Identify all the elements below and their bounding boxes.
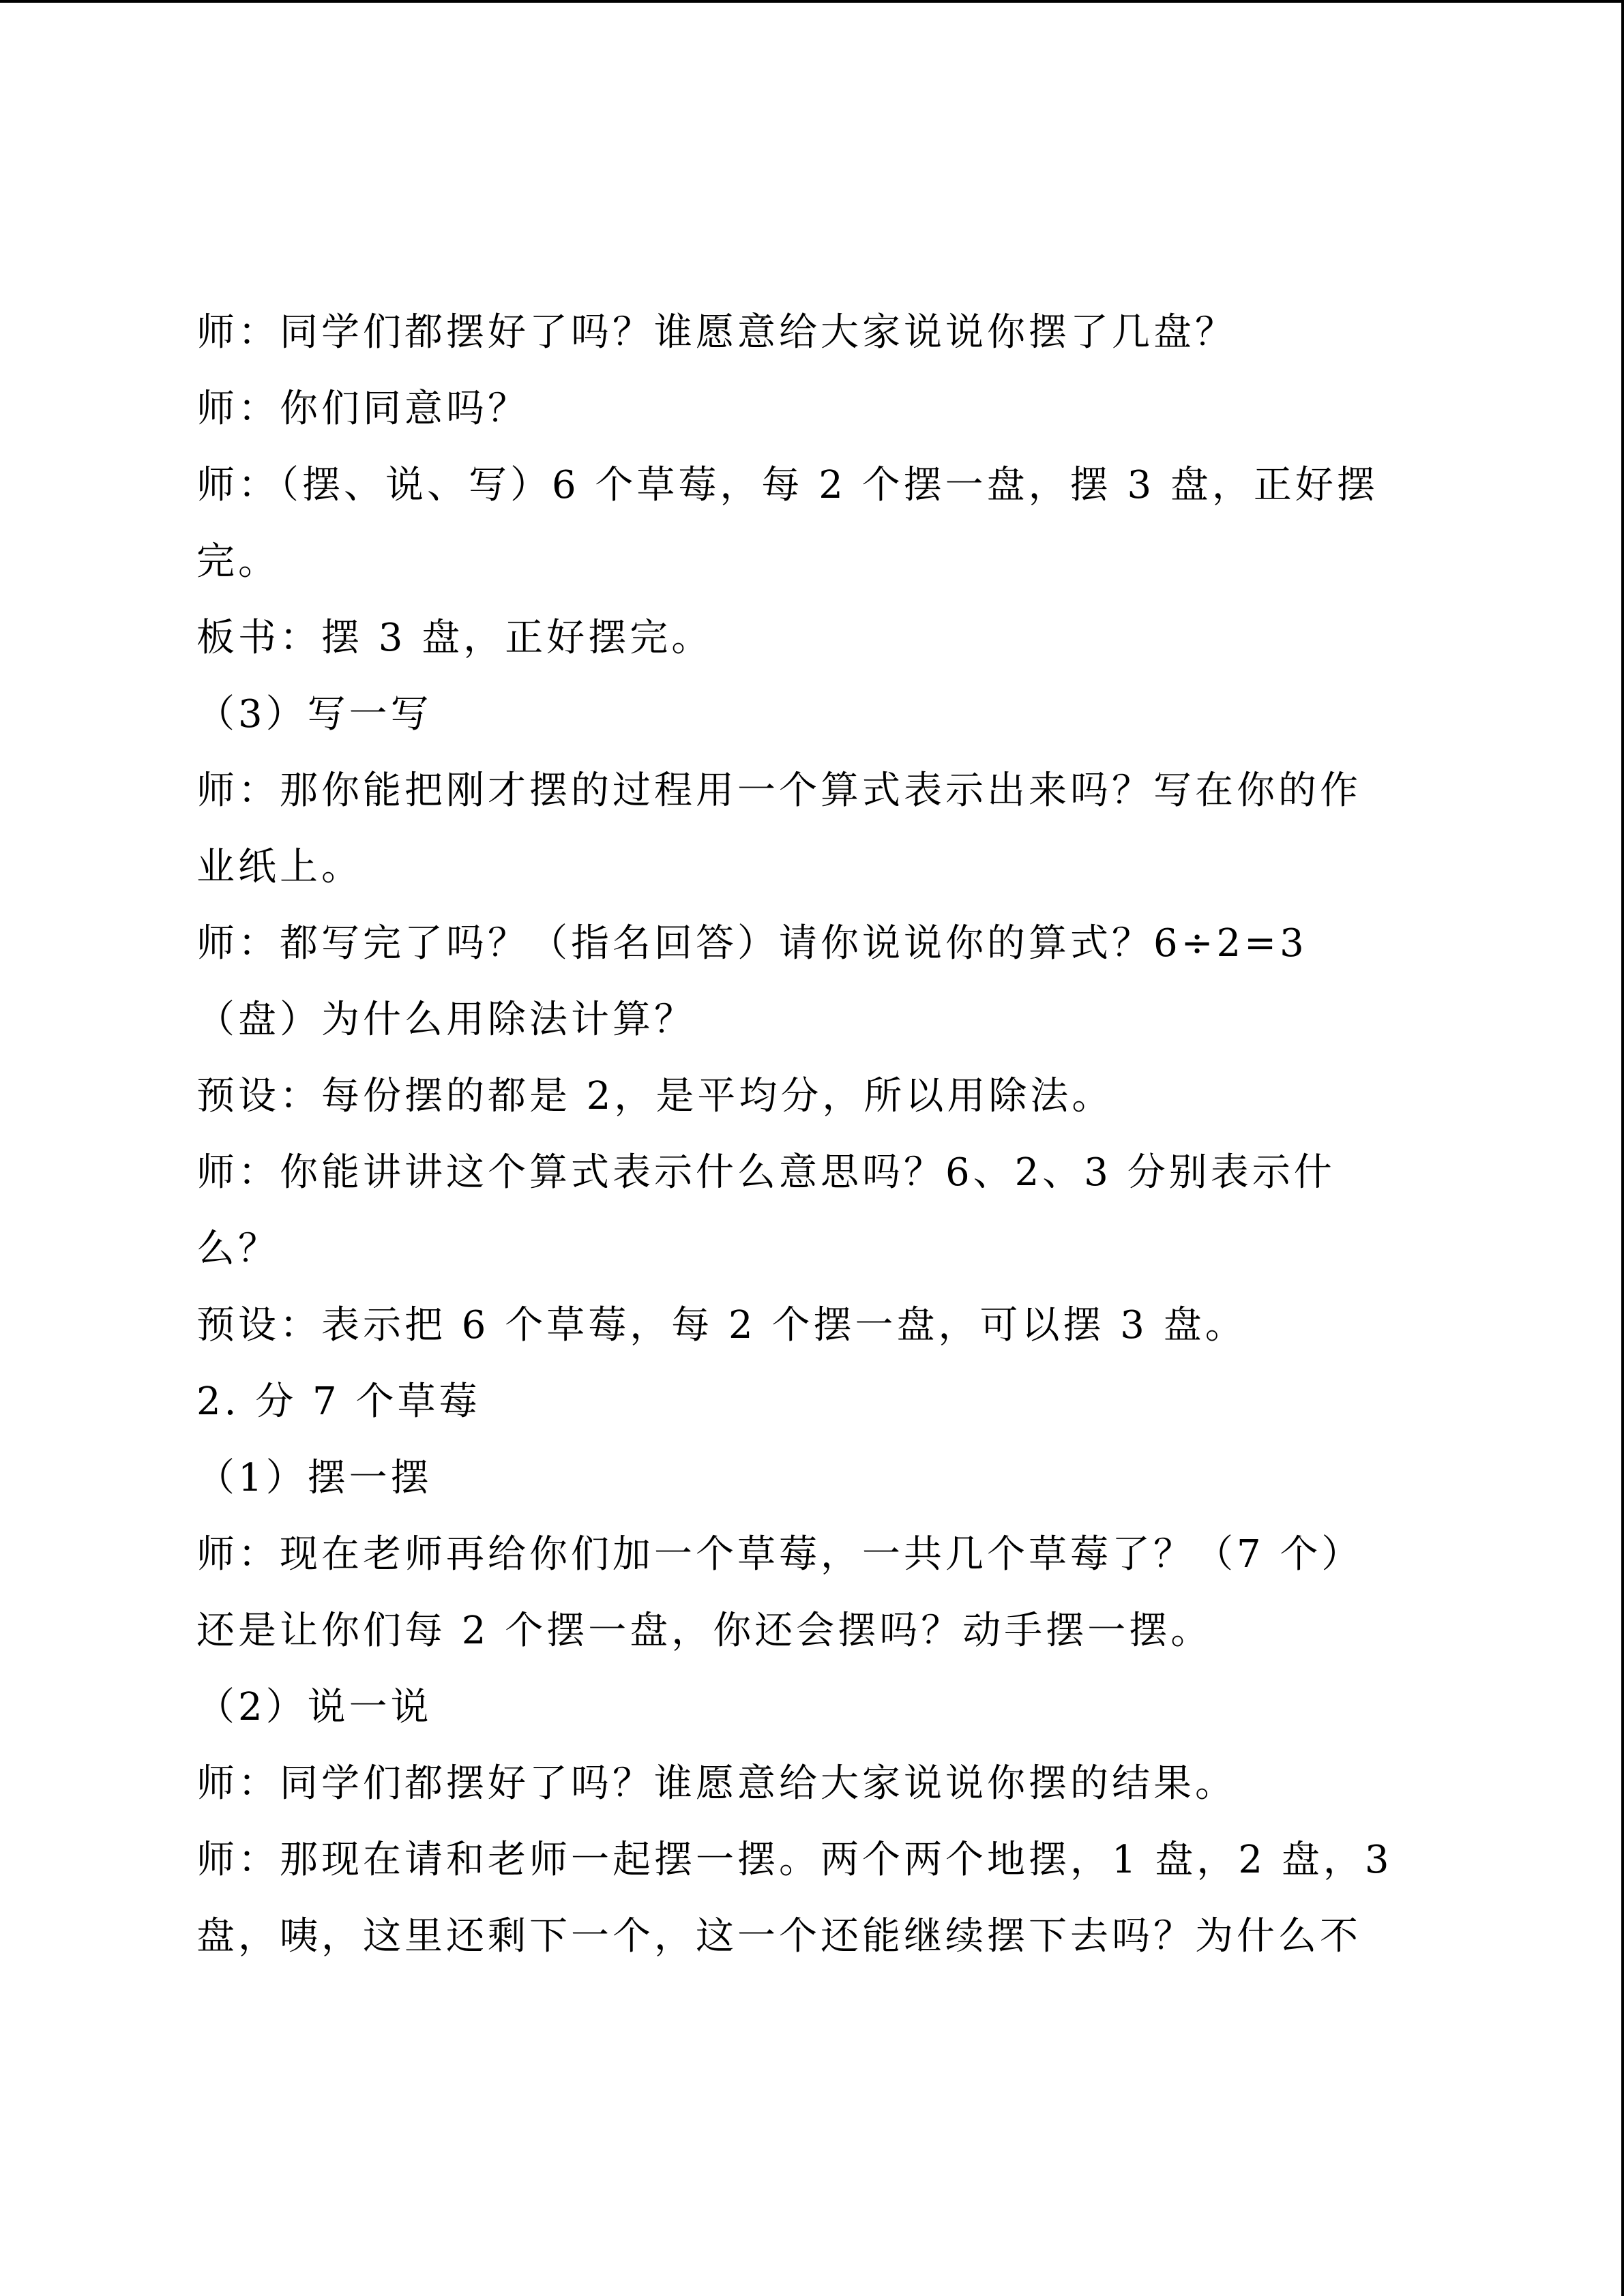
section-heading: （1）摆一摆 <box>196 1456 432 1500</box>
text-line: 师：那现在请和老师一起摆一摆。两个两个地摆，1 盘，2 盘，3 <box>196 1838 1393 1882</box>
text-line: 师：同学们都摆好了吗？谁愿意给大家说说你摆的结果。 <box>196 1761 1237 1806</box>
document-body <box>196 295 1445 1975</box>
text-line: 么？ <box>196 1227 280 1271</box>
text-line: 师：都写完了吗？（指名回答）请你说说你的算式？6÷2=3 <box>196 921 1308 966</box>
text-line: 完。 <box>196 539 280 584</box>
text-line: 还是让你们每 2 个摆一盘，你还会摆吗？动手摆一摆。 <box>196 1609 1213 1653</box>
text-line: 预设：每份摆的都是 2，是平均分，所以用除法。 <box>196 1074 1114 1118</box>
text-line: 业纸上。 <box>196 845 363 889</box>
text-line: 师：你能讲讲这个算式表示什么意思吗？6、2、3 分别表示什 <box>196 1150 1335 1195</box>
page-top-border <box>0 0 1624 3</box>
section-heading: 2. 分 7 个草莓 <box>196 1380 481 1424</box>
text-line: （盘）为什么用除法计算？ <box>196 998 696 1042</box>
text-line: 预设：表示把 6 个草莓，每 2 个摆一盘，可以摆 3 盘。 <box>196 1303 1247 1347</box>
text-line: 板书：摆 3 盘，正好摆完。 <box>196 616 713 660</box>
page-right-border <box>1621 0 1624 2296</box>
section-heading: （3）写一写 <box>196 692 432 736</box>
text-line: 师：（摆、说、写）6 个草莓，每 2 个摆一盘，摆 3 盘，正好摆 <box>196 463 1378 507</box>
section-heading: （2）说一说 <box>196 1685 432 1729</box>
text-line: 师：你们同意吗？ <box>196 387 529 431</box>
text-line: 师：同学们都摆好了吗？谁愿意给大家说说你摆了几盘？ <box>196 310 1237 355</box>
text-line: 师：那你能把刚才摆的过程用一个算式表示出来吗？写在你的作 <box>196 769 1361 813</box>
text-line: 师：现在老师再给你们加一个草莓，一共几个草莓了？（7 个） <box>196 1532 1363 1577</box>
text-line: 盘，咦，这里还剩下一个，这一个还能继续摆下去吗？为什么不 <box>196 1914 1361 1958</box>
